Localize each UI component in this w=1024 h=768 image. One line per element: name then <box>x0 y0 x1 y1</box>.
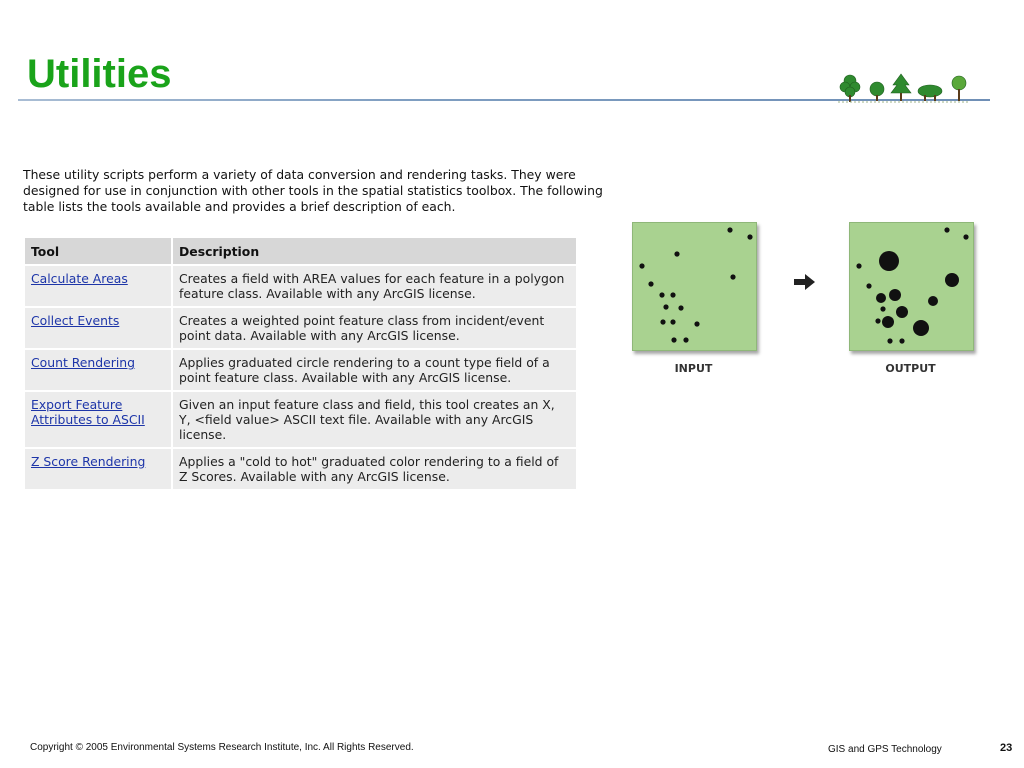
table-row <box>25 449 576 489</box>
description-cell: Given an input feature class and field, this tool creates an X, Y, <field value> ASCII text file. Available with any ArcGIS license. <box>173 392 576 447</box>
column-header-tool: Tool <box>25 238 171 264</box>
footer-copyright: Copyright © 2005 Environmental Systems Research Institute, Inc. All Rights Reserved. <box>30 742 414 753</box>
tool-cell <box>25 308 171 348</box>
right-arrow-icon <box>794 274 816 290</box>
table-row <box>25 266 576 306</box>
tool-link-collect-events[interactable]: Collect Events <box>31 313 120 328</box>
slide-title: Utilities <box>27 52 172 96</box>
table-header-row <box>25 238 576 264</box>
tools-table <box>23 236 578 491</box>
input-points-map <box>633 223 756 350</box>
table-row <box>25 350 576 390</box>
page-number: 23 <box>1000 742 1013 754</box>
description-cell: Applies a "cold to hot" graduated color rendering to a field of Z Scores. Available with any ArcGIS license. <box>173 449 576 489</box>
tool-cell <box>25 392 171 447</box>
output-label: OUTPUT <box>885 362 936 375</box>
intro-paragraph: These utility scripts perform a variety of data conversion and rendering tasks. They were designed for use in conjunction with other tools in the spatial statistics toolbox. The following table lists the tools available and provides a brief description of each. <box>23 167 603 214</box>
tool-link-z-score-rendering[interactable]: Z Score Rendering <box>31 454 146 469</box>
footer-course-name: GIS and GPS Technology <box>828 744 942 755</box>
trees-logo-icon <box>838 71 970 103</box>
tool-cell <box>25 266 171 306</box>
description-cell: Creates a field with AREA values for each feature in a polygon feature class. Available with any ArcGIS license. <box>173 266 576 306</box>
description-cell: Applies graduated circle rendering to a count type field of a point feature class. Available with any ArcGIS license. <box>173 350 576 390</box>
input-label: INPUT <box>674 362 713 375</box>
output-graduated-map <box>850 223 973 350</box>
input-map-panel <box>632 222 757 351</box>
tool-link-calculate-areas[interactable]: Calculate Areas <box>31 271 128 286</box>
tool-link-export-feature-attributes[interactable]: Export Feature Attributes to ASCII <box>31 397 145 427</box>
table-row <box>25 392 576 447</box>
output-map-panel <box>849 222 974 351</box>
tool-cell <box>25 350 171 390</box>
table-row <box>25 308 576 348</box>
input-output-diagram <box>628 218 978 378</box>
tool-link-count-rendering[interactable]: Count Rendering <box>31 355 136 370</box>
tool-cell <box>25 449 171 489</box>
description-cell: Creates a weighted point feature class from incident/event point data. Available with any ArcGIS license. <box>173 308 576 348</box>
column-header-description: Description <box>173 238 576 264</box>
